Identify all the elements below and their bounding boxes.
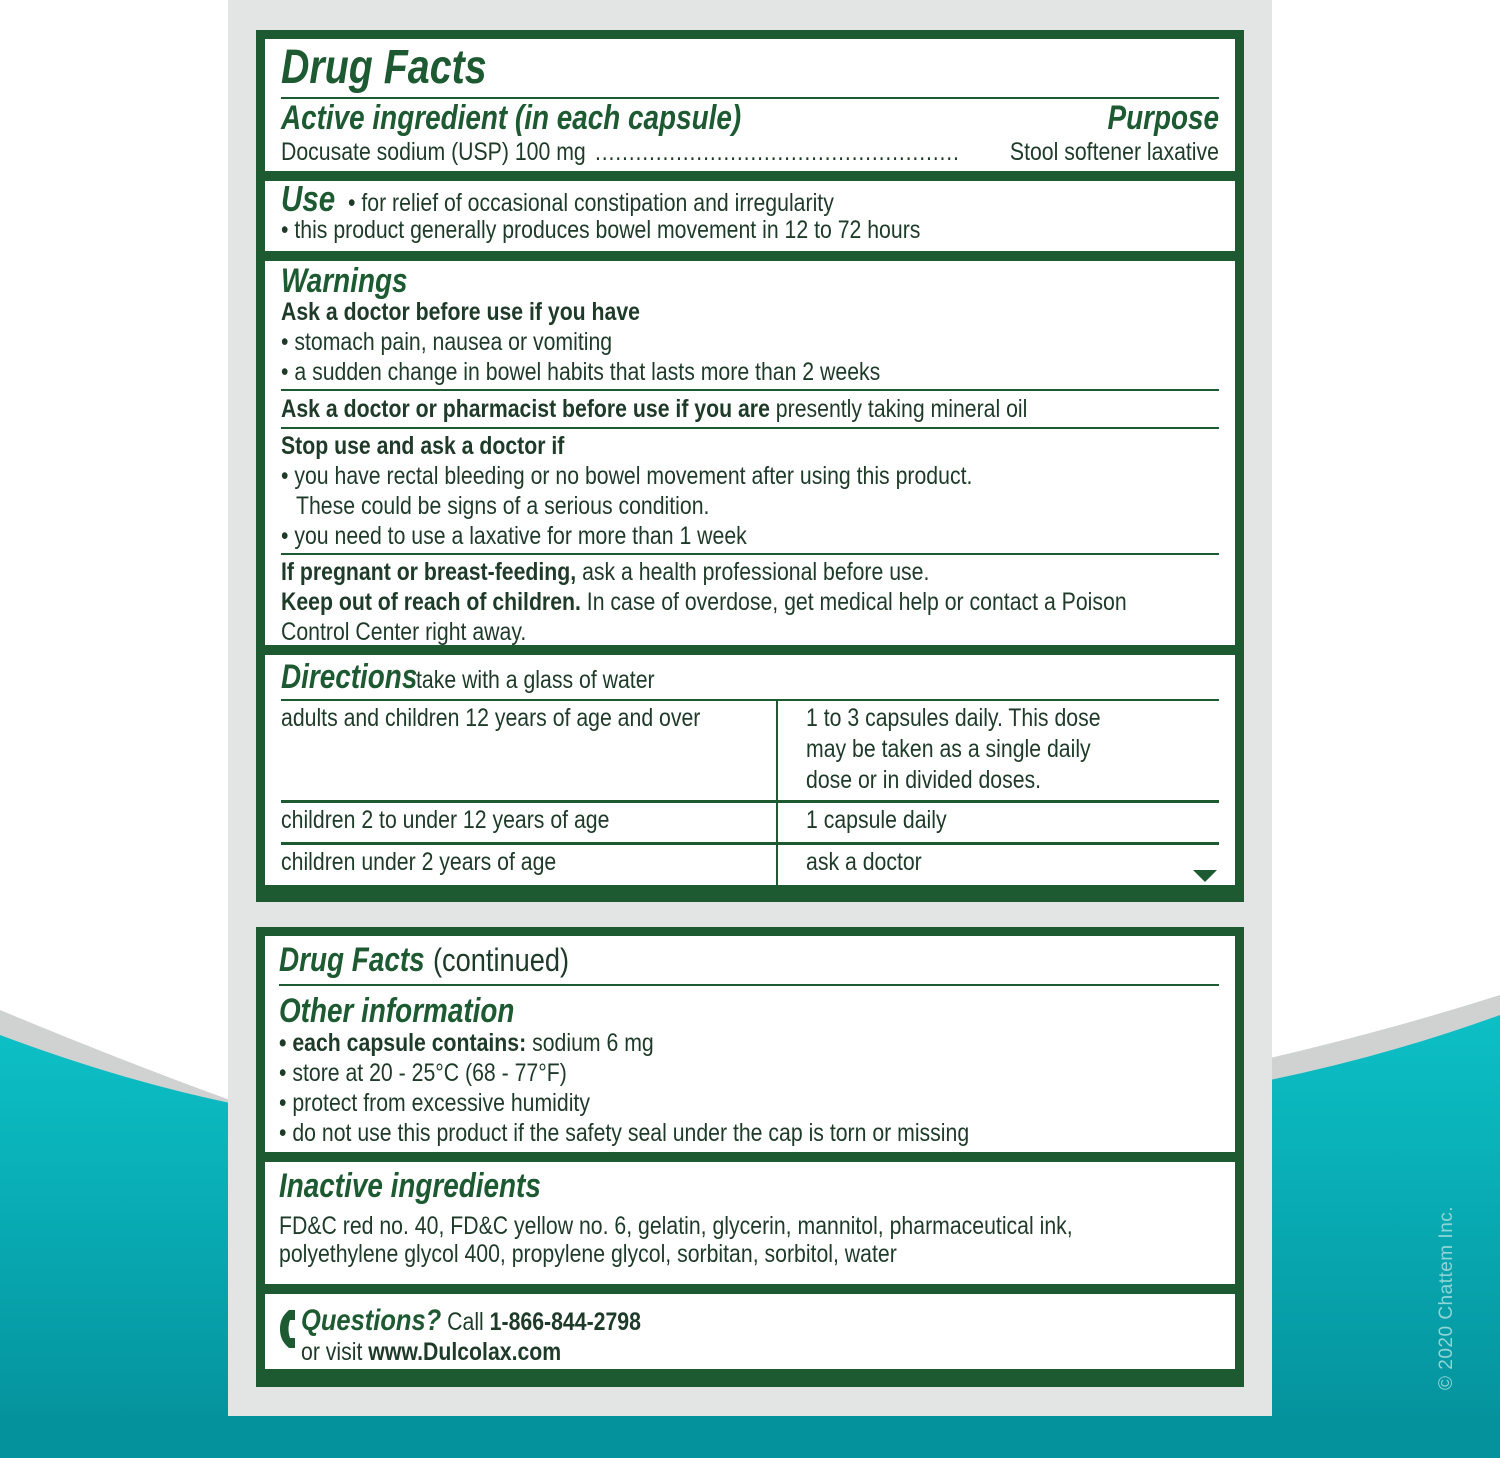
- inactive-ingredients-list: FD&C red no. 40, FD&C yellow no. 6, gelatin, glycerin, mannitol, pharmaceutical ink,: [279, 1212, 1073, 1240]
- dosage: 1 to 3 capsules daily. This dose: [806, 704, 1101, 732]
- warning-item: • you have rectal bleeding or no bowel movement after using this product.: [281, 462, 973, 490]
- pregnant-text: ask a health professional before use.: [576, 558, 930, 586]
- age-group: adults and children 12 years of age and over: [281, 704, 701, 732]
- leader-dots: ......................................................: [595, 138, 960, 166]
- continued-arrow-icon: [1193, 870, 1217, 882]
- use-item: • for relief of occasional constipation and irregularity: [347, 189, 834, 217]
- warnings-heading: Warnings: [281, 262, 408, 300]
- inactive-ingredients-heading: Inactive ingredients: [279, 1167, 541, 1205]
- table-row: [281, 701, 1219, 802]
- drug-facts-continued-title: Drug Facts: [279, 941, 425, 979]
- drug-facts-label: [256, 30, 1244, 902]
- visit-text: or visit: [301, 1338, 369, 1366]
- dosage: ask a doctor: [806, 848, 922, 876]
- purpose-text: Stool softener laxative: [1009, 138, 1219, 166]
- ask-pharmacist-bold: Ask a doctor or pharmacist before use if you are: [281, 395, 770, 423]
- phone-icon: [279, 1308, 297, 1348]
- ask-doctor-heading: Ask a doctor before use if you have: [281, 298, 640, 326]
- warnings-section: [265, 261, 1235, 645]
- active-ingredient-section: [265, 39, 1235, 171]
- website-link[interactable]: www.Dulcolax.com: [368, 1338, 562, 1366]
- other-information-section: [265, 936, 1235, 1152]
- dosage: dose or in divided doses.: [806, 766, 1042, 794]
- children-text: In case of overdose, get medical help or contact a Poison: [580, 588, 1127, 616]
- table-row: [281, 844, 1219, 890]
- divider: [281, 427, 1219, 429]
- age-group: children under 2 years of age: [281, 848, 557, 876]
- age-group: children 2 to under 12 years of age: [281, 806, 610, 834]
- children-text-continued: Control Center right away.: [281, 618, 527, 646]
- other-info-item: • store at 20 - 25°C (68 - 77°F): [279, 1059, 567, 1087]
- children-bold: Keep out of reach of children.: [281, 588, 581, 616]
- active-ingredient-name: Docusate sodium (USP) 100 mg: [281, 138, 586, 166]
- divider: [281, 553, 1219, 555]
- continued-suffix: (continued): [433, 942, 570, 978]
- use-section: [265, 178, 1235, 251]
- dosage: may be taken as a single daily: [806, 735, 1091, 763]
- directions-heading: Directions: [281, 658, 418, 696]
- purpose-heading: Purpose: [1107, 99, 1219, 137]
- copyright-notice: © 2020 Chattem Inc.: [1436, 1205, 1457, 1390]
- warning-item-continued: These could be signs of a serious condition.: [296, 492, 710, 520]
- other-information-heading: Other information: [279, 992, 515, 1030]
- warning-item: • a sudden change in bowel habits that lasts more than 2 weeks: [281, 358, 881, 386]
- drug-facts-continued-label: [256, 927, 1244, 1387]
- dosage: 1 capsule daily: [806, 806, 947, 834]
- other-info-item: • protect from excessive humidity: [279, 1089, 590, 1117]
- directions-section: [265, 655, 1235, 885]
- capsule-contains-text: sodium 6 mg: [526, 1029, 654, 1057]
- drug-facts-title: Drug Facts: [281, 41, 487, 94]
- warning-item: • stomach pain, nausea or vomiting: [281, 328, 613, 356]
- directions-subtitle: take with a glass of water: [415, 666, 655, 694]
- call-text: Call: [441, 1308, 490, 1336]
- ask-pharmacist-text: presently taking mineral oil: [769, 395, 1028, 423]
- warning-item: • you need to use a laxative for more than 1 week: [281, 522, 747, 550]
- questions-heading: Questions?: [301, 1304, 442, 1337]
- pregnant-bold: If pregnant or breast-feeding,: [281, 558, 577, 586]
- stop-use-heading: Stop use and ask a doctor if: [281, 432, 565, 460]
- table-row: [281, 802, 1219, 844]
- inactive-ingredients-section: [265, 1162, 1235, 1284]
- use-item: • this product generally produces bowel movement in 12 to 72 hours: [281, 216, 921, 244]
- questions-section: [265, 1294, 1235, 1369]
- directions-table: [281, 701, 1219, 890]
- active-ingredient-heading: Active ingredient (in each capsule): [281, 99, 742, 137]
- capsule-contains-bold: • each capsule contains:: [279, 1029, 527, 1057]
- use-heading: Use: [281, 178, 336, 219]
- other-info-item: • do not use this product if the safety seal under the cap is torn or missing: [279, 1119, 970, 1147]
- inactive-ingredients-list: polyethylene glycol 400, propylene glycol, sorbitan, sorbitol, water: [279, 1240, 897, 1268]
- phone-number-link[interactable]: 1-866-844-2798: [489, 1308, 641, 1336]
